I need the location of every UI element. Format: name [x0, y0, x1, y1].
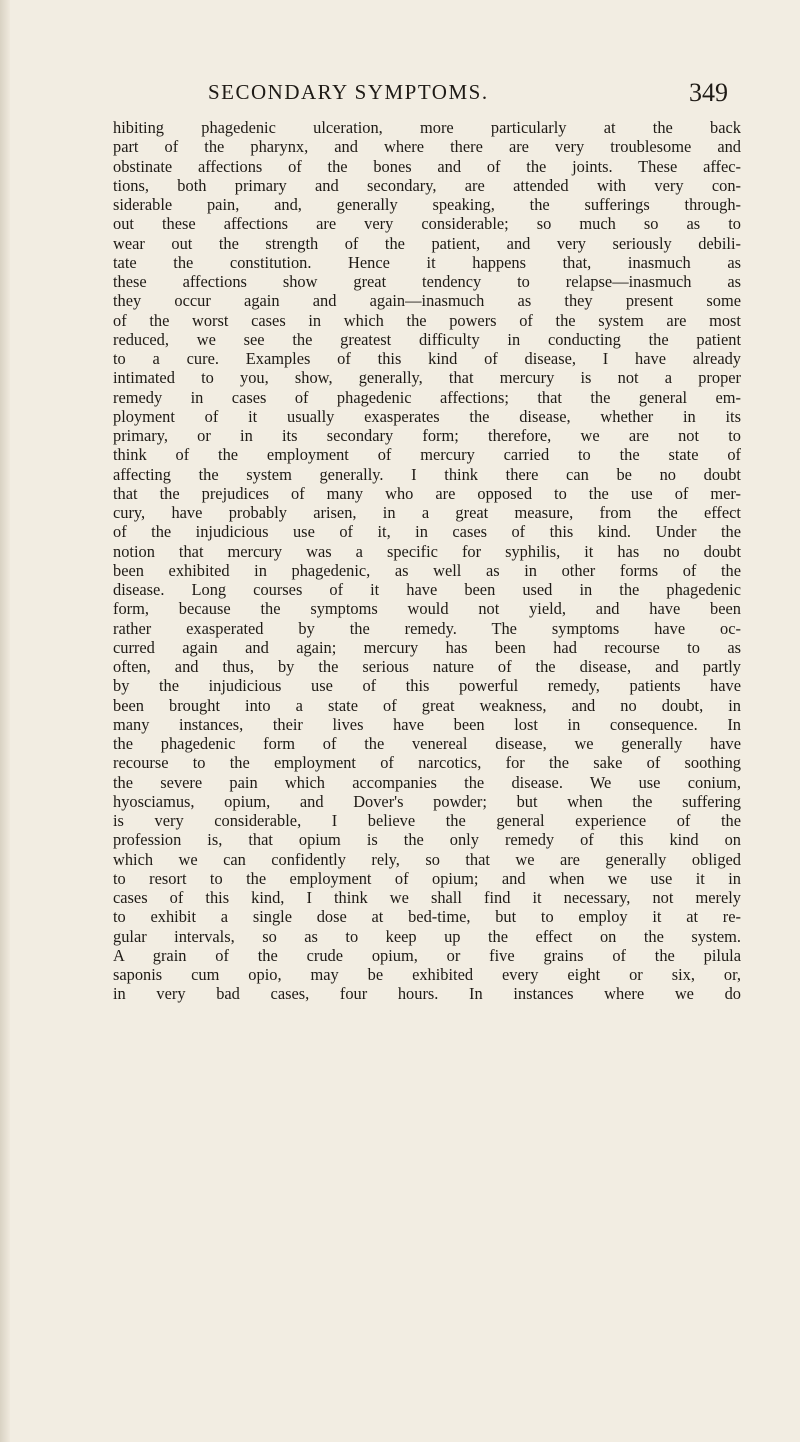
body-text [113, 118, 741, 1004]
text-line: wear out the strength of the patient, and very seriously debili- [113, 233, 741, 253]
text-line: affecting the system generally. I think there can be no doubt [113, 464, 741, 484]
text-line: they occur again and again—inasmuch as they present some [113, 291, 741, 311]
text-line: siderable pain, and, generally speaking, the sufferings through- [113, 195, 741, 214]
text-line: many instances, their lives have been lost in consequence. In [113, 714, 741, 734]
text-line: been brought into a state of great weakness, and no doubt, in [113, 695, 741, 715]
text-line: hibiting phagedenic ulceration, more particularly at the back [113, 118, 741, 137]
page-header [208, 80, 728, 108]
text-line: recourse to the employment of narcotics, for the sake of soothing [113, 753, 741, 773]
text-line: notion that mercury was a specific for syphilis, it has no doubt [113, 541, 741, 561]
text-line: cury, have probably arisen, in a great measure, from the effect [113, 503, 741, 522]
text-line: the severe pain which accompanies the disease. We use conium, [113, 772, 741, 792]
text-line: obstinate affections of the bones and of the joints. These affec- [113, 156, 741, 176]
text-line: disease. Long courses of it have been used in the phagedenic [113, 580, 741, 599]
text-line: of the worst cases in which the powers of the system are most [113, 310, 741, 330]
text-line: saponis cum opio, may be exhibited every eight or six, or, [113, 965, 741, 984]
text-line: been exhibited in phagedenic, as well as in other forms of the [113, 560, 741, 580]
text-line: the phagedenic form of the venereal disease, we generally have [113, 734, 741, 753]
text-line: to exhibit a single dose at bed-time, but to employ it at re- [113, 907, 741, 927]
text-line: profession is, that opium is the only remedy of this kind on [113, 830, 741, 850]
text-line: ployment of it usually exasperates the disease, whether in its [113, 406, 741, 426]
running-head: SECONDARY SYMPTOMS. [208, 80, 489, 104]
text-line: cases of this kind, I think we shall find it necessary, not merely [113, 888, 741, 907]
text-line: that the prejudices of many who are opposed to the use of mer- [113, 483, 741, 503]
text-line: remedy in cases of phagedenic affections; that the general em- [113, 387, 741, 407]
text-line: intimated to you, show, generally, that mercury is not a proper [113, 368, 741, 388]
text-line: is very considerable, I believe the general experience of the [113, 811, 741, 830]
text-line: tions, both primary and secondary, are attended with very con- [113, 175, 741, 195]
text-line: by the injudicious use of this powerful remedy, patients have [113, 676, 741, 696]
text-line: rather exasperated by the remedy. The symptoms have oc- [113, 618, 741, 638]
text-line: hyosciamus, opium, and Dover's powder; but when the suffering [113, 791, 741, 811]
text-line: part of the pharynx, and where there are very troublesome and [113, 137, 741, 157]
page-number: 349 [689, 78, 728, 107]
text-line: which we can confidently rely, so that we are generally obliged [113, 849, 741, 869]
text-line: in very bad cases, four hours. In instances where we do [113, 984, 741, 1004]
text-line: these affections show great tendency to relapse—inasmuch as [113, 272, 741, 291]
text-line: out these affections are very considerable; so much so as to [113, 214, 741, 234]
text-line: primary, or in its secondary form; therefore, we are not to [113, 426, 741, 445]
text-line: form, because the symptoms would not yield, and have been [113, 599, 741, 619]
text-line: reduced, we see the greatest difficulty in conducting the patient [113, 329, 741, 349]
text-line: often, and thus, by the serious nature of the disease, and partly [113, 657, 741, 676]
text-line: think of the employment of mercury carried to the state of [113, 445, 741, 465]
text-line: to resort to the employment of opium; and when we use it in [113, 868, 741, 888]
text-line: tate the constitution. Hence it happens that, inasmuch as [113, 252, 741, 272]
text-line: gular intervals, so as to keep up the effect on the system. [113, 926, 741, 946]
page-edge-shadow [0, 0, 10, 1442]
text-line: of the injudicious use of it, in cases of this kind. Under the [113, 522, 741, 542]
text-line: A grain of the crude opium, or five grains of the pilula [113, 945, 741, 965]
text-line: to a cure. Examples of this kind of disease, I have already [113, 349, 741, 368]
text-line: curred again and again; mercury has been had recourse to as [113, 637, 741, 657]
